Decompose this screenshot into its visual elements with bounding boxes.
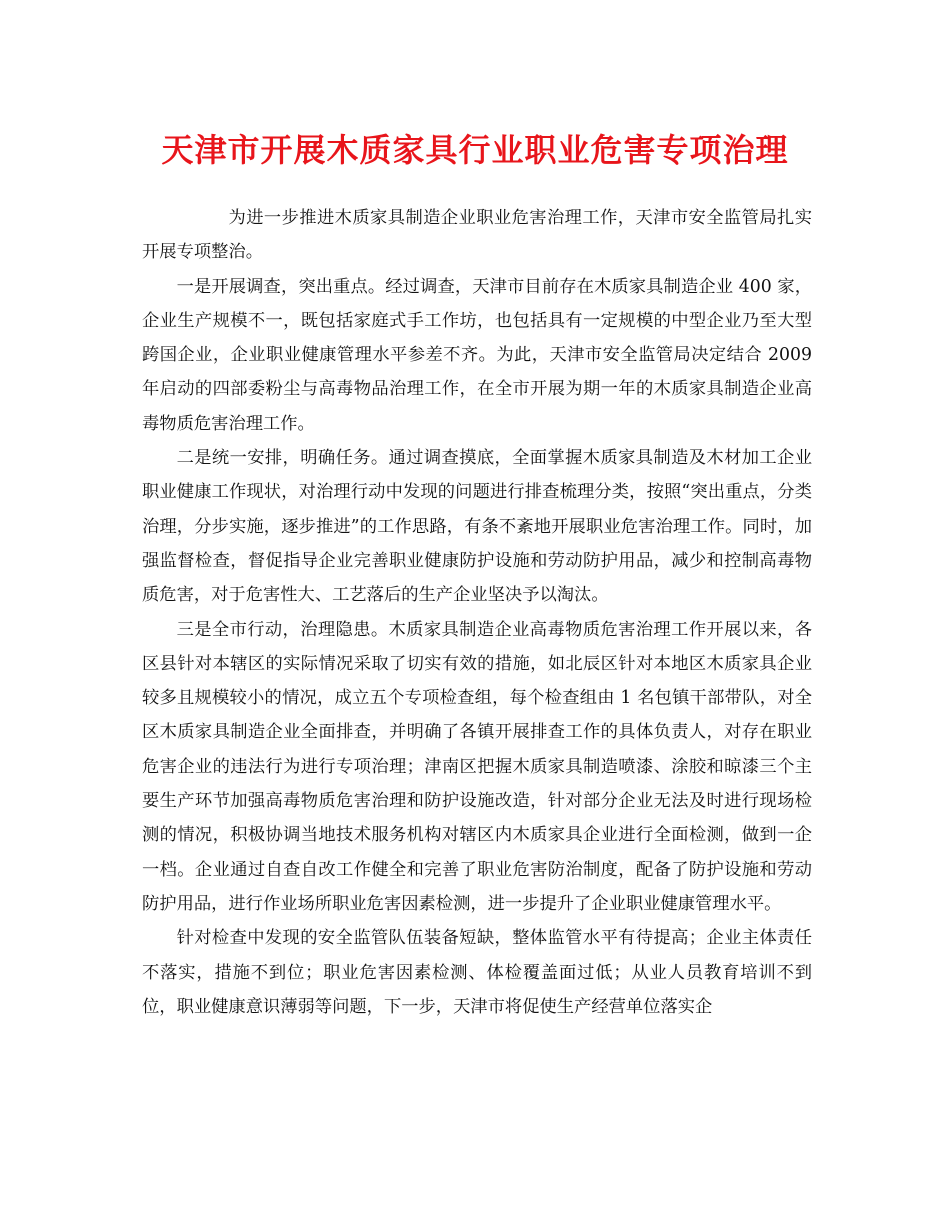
paragraph-next-steps: 针对检查中发现的安全监管队伍装备短缺，整体监管水平有待提高；企业主体责任不落实，措施不到位；职业危害因素检测、体检覆盖面过低；从业人员教育培训不到位，职业健康意识薄弱等问题，下一步，天津市将促使生产经营单位落实企	[142, 928, 812, 1017]
paragraph-investigation: 一是开展调查，突出重点。经过调查，天津市目前存在木质家具制造企业 400 家，企业生产规模不一，既包括家庭式手工作坊，也包括具有一定规模的中型企业乃至大型跨国企业，企业职业健康管理水平参差不齐。为此，天津市安全监管局决定结合 2009 年启动的四部委粉尘与高毒物品治理工作，在全市开展为期一年的木质家具制造企业高毒物质危害治理工作。	[142, 276, 812, 434]
page-title: 天津市开展木质家具行业职业危害专项治理	[161, 131, 789, 169]
document-body	[142, 201, 812, 1024]
paragraph-arrangement: 二是统一安排，明确任务。通过调查摸底，全面掌握木质家具制造及木材加工企业职业健康工作现状，对治理行动中发现的问题进行排查梳理分类，按照“突出重点，分类治理，分步实施，逐步推进”的工作思路，有条不紊地开展职业危害治理工作。同时，加强监督检查，督促指导企业完善职业健康防护设施和劳动防护用品，减少和控制高毒物质危害，对于危害性大、工艺落后的生产企业坚决予以淘汰。	[142, 448, 812, 606]
paragraph-action: 三是全市行动，治理隐患。木质家具制造企业高毒物质危害治理工作开展以来，各区县针对本辖区的实际情况采取了切实有效的措施，如北辰区针对本地区木质家具企业较多且规模较小的情况，成立五个专项检查组，每个检查组由 1 名包镇干部带队，对全区木质家具制造企业全面排查，并明确了各镇开展排查工作的具体负责人，对存在职业危害企业的违法行为进行专项治理；津南区把握木质家具制造喷漆、涂胶和晾漆三个主要生产环节加强高毒物质危害治理和防护设施改造，针对部分企业无法及时进行现场检测的情况，积极协调当地技术服务机构对辖区内木质家具企业进行全面检测，做到一企一档。企业通过自查自改工作健全和完善了职业危害防治制度，配备了防护设施和劳动防护用品，进行作业场所职业危害因素检测，进一步提升了企业职业健康管理水平。	[142, 619, 812, 914]
intro-paragraph: 为进一步推进木质家具制造企业职业危害治理工作，天津市安全监管局扎实开展专项整治。	[142, 208, 812, 263]
